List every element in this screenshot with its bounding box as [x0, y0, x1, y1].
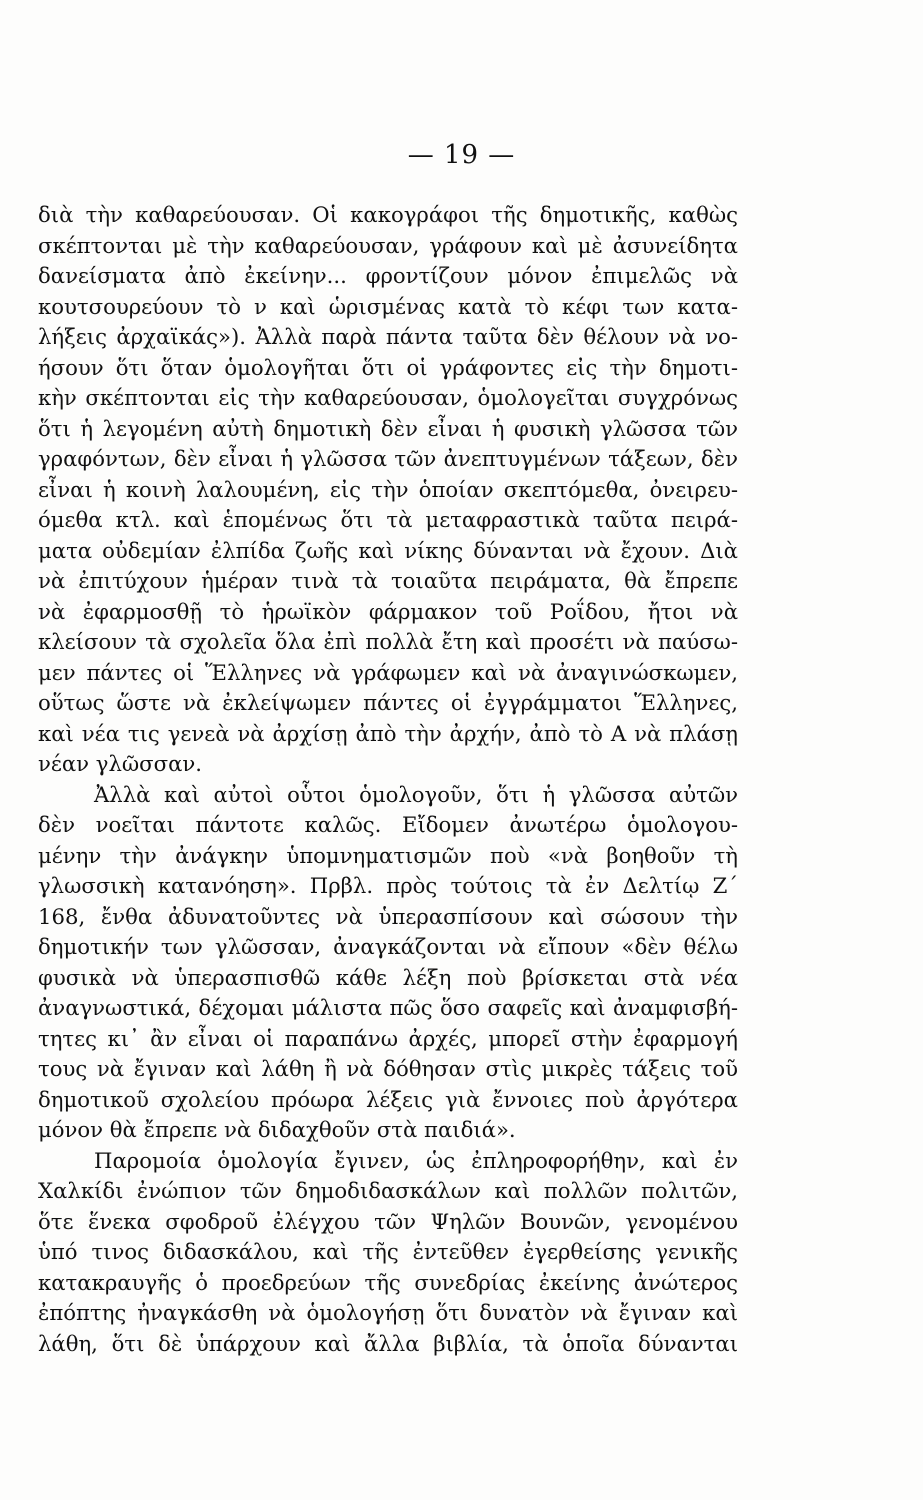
text-line: μεν πάντες οἱ Ἕλληνες νὰ γράφωμεν καὶ νὰ ἀναγινώσκωμεν,: [38, 659, 738, 685]
text-line: λήξεις ἀρχαϊκάς»). Ἀλλὰ παρὰ πάντα ταῦτα δὲν θέλουν νὰ νο-: [38, 324, 738, 349]
text-line: καὶ νέα τις γενεὰ νὰ ἀρχίσῃ ἀπὸ τὴν ἀρχήν, ἀπὸ τὸ Α νὰ πλάσῃ: [38, 720, 738, 746]
text-line: κουτσουρεύουν τὸ ν καὶ ὡρισμένας κατὰ τὸ κέφι των κατα-: [38, 293, 738, 319]
text-line: 168, ἔνθα ἀδυνατοῦντες νὰ ὑπερασπίσουν καὶ σώσουν τὴν: [38, 903, 738, 929]
page-number: — 19 —: [407, 140, 516, 170]
body-text: [38, 200, 738, 1359]
text-line: κὴν σκέπτονται εἰς τὴν καθαρεύουσαν, ὁμολογεῖται συγχρόνως: [38, 385, 738, 410]
text-line: Παρομοία ὁμολογία ἔγινεν, ὡς ἐπληροφορήθην, καὶ ἐν: [94, 1147, 738, 1173]
text-line: μένην τὴν ἀνάγκην ὑπομνηματισμῶν ποὺ «νὰ βοηθοῦν τὴ: [38, 842, 738, 868]
text-line: μόνον θὰ ἔπρεπε νὰ διδαχθοῦν στὰ παιδιά».: [38, 1117, 516, 1142]
text-line: νὰ ἐφαρμοσθῇ τὸ ἡρωϊκὸν φάρμακον τοῦ Ροΐδου, ἤτοι νὰ: [38, 598, 738, 624]
text-line: γραφόντων, δὲν εἶναι ἡ γλῶσσα τῶν ἀνεπτυγμένων τάξεων, δὲν: [38, 446, 738, 471]
text-line: νέαν γλῶσσαν.: [38, 751, 202, 776]
text-line: όμεθα κτλ. καὶ ἑπομένως ὅτι τὰ μεταφραστικὰ ταῦτα πειρά-: [38, 507, 738, 532]
text-line: ὅτε ἕνεκα σφοδροῦ ἐλέγχου τῶν Ψηλῶν Βουνῶν, γενομένου: [38, 1208, 738, 1234]
text-line: ὅτι ἡ λεγομένη αὐτὴ δημοτικὴ δὲν εἶναι ἡ φυσικὴ γλῶσσα τῶν: [38, 415, 738, 441]
text-line: ματα οὐδεμίαν ἐλπίδα ζωῆς καὶ νίκης δύνανται νὰ ἔχουν. Διὰ: [38, 537, 738, 563]
text-line: φυσικὰ νὰ ὑπερασπισθῶ κάθε λέξη ποὺ βρίσκεται στὰ νέα: [38, 964, 738, 990]
text-line: τους νὰ ἔγιναν καὶ λάθη ἢ νὰ δόθησαν στὶς μικρὲς τάξεις τοῦ: [38, 1056, 738, 1081]
text-line: οὕτως ὥστε νὰ ἐκλείψωμεν πάντες οἱ ἐγγράμματοι Ἕλληνες,: [38, 690, 738, 715]
text-line: τητες κι᾽ ἂν εἶναι οἱ παραπάνω ἀρχές, μπορεῖ στὴν ἐφαρμογή: [38, 1025, 738, 1051]
text-line: Χαλκίδι ἐνώπιον τῶν δημοδιδασκάλων καὶ πολλῶν πολιτῶν,: [38, 1178, 738, 1203]
text-line: κλείσουν τὰ σχολεῖα ὅλα ἐπὶ πολλὰ ἔτη καὶ προσέτι νὰ παύσω-: [38, 629, 738, 654]
text-line: διὰ τὴν καθαρεύουσαν. Οἱ κακογράφοι τῆς δημοτικῆς, καθὼς: [38, 202, 738, 227]
text-line: Ἀλλὰ καὶ αὐτοὶ οὗτοι ὁμολογοῦν, ὅτι ἡ γλῶσσα αὐτῶν: [94, 781, 738, 807]
text-line: δὲν νοεῖται πάντοτε καλῶς. Εἴδομεν ἀνωτέρω ὁμολογου-: [38, 812, 738, 837]
text-line: κατακραυγῆς ὁ προεδρεύων τῆς συνεδρίας ἐκείνης ἀνώτερος: [38, 1269, 738, 1295]
text-line: ήσουν ὅτι ὅταν ὁμολογῆται ὅτι οἱ γράφοντες εἰς τὴν δημοτι-: [38, 354, 738, 380]
text-line: δανείσματα ἀπὸ ἐκείνην... φροντίζουν μόνον ἐπιμελῶς νὰ: [38, 263, 738, 288]
text-line: λάθη, ὅτι δὲ ὑπάρχουν καὶ ἄλλα βιβλία, τὰ ὁποῖα δύνανται: [38, 1330, 738, 1356]
text-line: ὑπό τινος διδασκάλου, καὶ τῆς ἐντεῦθεν ἐγερθείσης γενικῆς: [38, 1239, 738, 1264]
text-line: δημοτικοῦ σχολείου πρόωρα λέξεις γιὰ ἔννοιες ποὺ ἀργότερα: [38, 1086, 738, 1112]
text-line: γλωσσικὴ κατανόηση». Πρβλ. πρὸς τούτοις τὰ ἐν Δελτίῳ Ζ΄: [38, 873, 738, 898]
text-line: δημοτικήν των γλῶσσαν, ἀναγκάζονται νὰ εἴπουν «δὲν θέλω: [38, 934, 738, 959]
text-line: ἐπόπτης ἠναγκάσθη νὰ ὁμολογήσῃ ὅτι δυνατὸν νὰ ἔγιναν καὶ: [38, 1300, 738, 1325]
text-line: σκέπτονται μὲ τὴν καθαρεύουσαν, γράφουν καὶ μὲ ἀσυνείδητα: [38, 232, 738, 258]
text-line: ἀναγνωστικά, δέχομαι μάλιστα πῶς ὅσο σαφεῖς καὶ ἀναμφισβή-: [38, 995, 738, 1020]
text-line: νὰ ἐπιτύχουν ἡμέραν τινὰ τὰ τοιαῦτα πειράματα, θὰ ἔπρεπε: [38, 568, 738, 593]
text-line: εἶναι ἡ κοινὴ λαλουμένη, εἰς τὴν ὁποίαν σκεπτόμεθα, ὀνειρευ-: [38, 476, 738, 502]
